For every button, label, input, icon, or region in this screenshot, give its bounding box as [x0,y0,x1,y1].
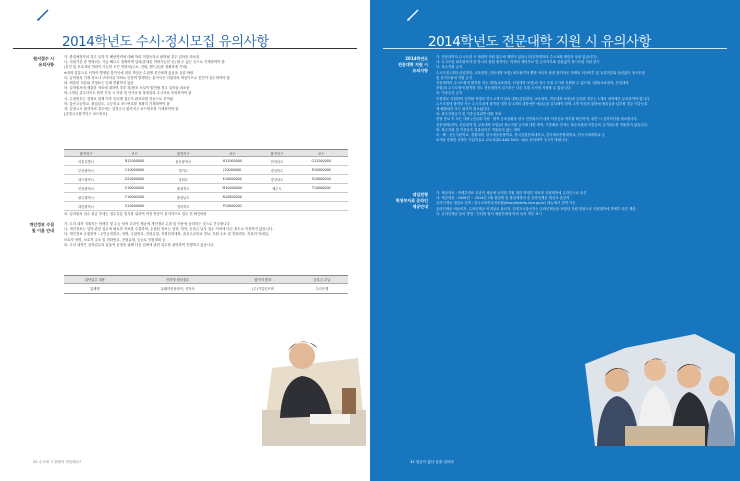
section-label-online-records: 대입전형 학생부자료 온라인 제공안내 [395,192,428,209]
section-label-privacy: 개인정보 수집 및 이용 안내 [29,222,54,233]
line: 보호자 성명, 보호자 주소 및 전화번호, 전형유형, 등등로 인원계획 등 [64,237,166,242]
table-cell: P10000000 [205,202,259,211]
table-cell: 우리은행 [296,284,348,294]
table-row [64,193,348,202]
line: 전문대학(대학, 산업대학 및 교육대학 포함)과 복수지원 금지에 대한 대학, 가중확보 간에는 복수지원과 이중등록 금지의무를 적용하지 않습니다. [436,122,649,127]
table-row [64,202,348,211]
table-cell: 전라북도 [161,202,205,211]
student-photo [262,318,366,446]
table-cell: D10000000 [108,175,161,184]
region-table-note: 차. 입학원서 접수 취급 후에는 접수부분 법지를 위하여 적정 반증이 불가하므로 접수 전 확인바람 [64,212,207,216]
table-cell: 부산광역시 [64,166,108,175]
line: 가. 제공자료 : 학생부자료 온라인 제공에 동의한 지원 대한 학생부 자료를 지원대학에 온라인으로 송부 [436,191,587,195]
table-cell: F10000000 [108,193,161,202]
line: 바. 1개년 중수사이트 화면 거짓 시 약관 및 단속운을 복장업의 수시자료 작성하여야 함 [64,91,192,96]
line: 다. 개인정보 수집항목 : 주민등록번호, 성명, 수험번호, 전형유형, 지원단과대학, 출신고교학교 정보, 지원 주소 및 전화번호, 지원자 이메일, [64,232,269,237]
line: 사. 수험번호는 전형료 결제 이후 인터넷 접수가 완료되면 자동으로 부여됨 [64,96,174,101]
table-cell: 업체명 [64,284,126,294]
table-row [64,284,348,294]
line: 라. 우리 대학은 입학업무의 효율적 운영을 위해 다음 업체에 관련 업무를 위탁하여 진행하고 있습니다. [64,242,215,247]
table-cell: 인천광역시 [64,184,108,193]
line: 바. 복수지원 및 이중등록 결과관리기 적용되지 않는 대학 [436,127,520,132]
line: [검정고시합격지구 코드번호] [64,112,108,117]
line: (본인 및 보호자의 연락이 가능한 모든 연락처(주소, 전화, 핸드폰)를 정확하게 기재) [64,65,188,70]
table-header: 합격지구 [64,150,108,157]
line: 라. 제출한 서류와 전형료는 일체 반환하지 않음 [64,81,134,86]
section-label-junior-college: 2014학년도 전문대학 지원 시 유의사항 [398,56,428,73]
table-header: 합격지구 [161,150,205,157]
line: 나. 개인정보는 입학 관련 업무에 필요한 자료를 수집하며, 수집된 정보는 입학, 학적, 등록금 납부 업무 이외에 다른 용도로 이용하지 않습니다. [64,227,274,232]
table-header: 코드 [108,150,161,157]
table-cell: T10000000 [294,184,348,193]
table-row [64,175,348,184]
table-cell: 유웨이어플라이, 진학사 [126,284,230,294]
pencil-icon [406,8,420,22]
line: 나. 제공대상 : 2008년 ~ 2014년 2월 졸업생 및 졸업예정자 중 온라인제공 대상교 출신자 [436,196,570,201]
table-cell: J10000000 [205,166,259,175]
line: 온라인제공 대상교 검색 : 한국교육학술정보원(http://stdinfo.nice.go.kr) 메뉴에서 검색 가능 [436,201,576,206]
left-title-rule [13,48,357,49]
table-cell: M10000000 [205,184,259,193]
table-cell [259,193,294,202]
line: 전형 종료 후 모든 대학 (산업대 지원 · 합격 등록상황을 한국 전산화시키 대학 이중등록 여부를 확인하며, 위반 시 입학허가를 취소합니다. [436,117,638,122]
line: 온라인제공 비동의자, 온라인제공 비대상교 출신자, 검정고시출신자는 온라인제공을 포함한 지원 종합으로 지원대학에 학생부 사본 제출 [436,206,636,211]
line: ※전화 불통으로 인하여 발생된 불이익에 대한 책임은 수험생 본인에게 있음을 유념 바람 [64,70,194,75]
table-cell: 경상북도 [259,166,294,175]
table-cell [294,193,348,202]
application-notes-body [64,55,230,117]
table-header: 합격자 발표 [230,276,296,284]
table-cell: E10000000 [108,184,161,193]
online-records-body [436,191,636,217]
privacy-body [64,222,273,248]
right-title-rule [383,48,727,49]
line: 가. 전문대학의 수시모집 시 제대학 지원 횟수에 제한이 없습니다(일반대학의 수시 6회 제한과 상관 없습니다). [436,55,598,59]
table-cell: 울산광역시 [161,157,205,166]
line: 가. 우리 대학 지원자는 학생부 및 수능 성적 온라인 제공에 개인정보 수집 및 이용에 동의하는 것으로 간주합니다. [64,222,231,226]
line: 아. 출신고등학교, 졸업년도, 고등학교 코드번호를 정확히 기재하여야 함 [64,101,170,106]
line: 다. 온라인제공 동의 방법 : 인터넷 원서 제출단계에 따라 동의 여부 표시 [436,211,542,216]
table-cell: Q12000000 [294,157,348,166]
table-cell [259,202,294,211]
line: 수시모집 (대학,산업대학, 교육대학, 전문대학 포함) 최초합격자 뿐만 아니라 충원 합격자도 학생의 의사여부 및 등록여부와 상관없이 정시모집 [436,70,645,75]
line: 다. 복수지원 금지 [436,65,463,70]
line: ※기타 자세한 사항은 사업자유로 교무처(02-480-7001~4)로 문의하여 주시기 바랍니다. [436,138,569,143]
table-cell: 강원도 [161,175,205,184]
pencil-icon [36,8,50,22]
table-cell: (주)기업인포텍 [230,284,296,294]
table-cell: N10000000 [205,193,259,202]
table-cell: G10000000 [108,202,161,211]
table-header: 코드 [205,150,259,157]
table-cell: 충청남도 [161,193,205,202]
table-header: 인터넷 원서접수 [126,276,230,284]
group-photo [585,334,735,446]
table-header: 등록금 수납 [296,276,348,284]
vendor-table [64,275,348,294]
table-cell: B12000000 [108,157,161,166]
right-page-title: 2014학년도 전문대학 지원 시 유의사항 [428,34,652,50]
right-footer: 33 열심이 없다 꿈을 실어라 [410,460,454,464]
table-row [64,157,348,166]
table-cell: 제주도 [259,184,294,193]
section-label-application-notes: 원서접수 시 유의사항 [33,56,54,67]
region-code-table [64,149,348,211]
table-cell: 대구광역시 [64,175,108,184]
table-cell: S10000000 [294,175,348,184]
table-cell: C10000000 [108,166,161,175]
table-cell: 경기도 [161,166,205,175]
table-cell: R10000000 [294,166,348,175]
line: 육 · 해 · 공군사관학교, 경찰대학, 한국예술종합학교, 한국전통문화대학교, 한국체육종합대학교, 한국국제대학교 등 [436,133,605,138]
table-cell: 대전광역시 [64,202,108,211]
junior-college-body [436,55,650,143]
table-cell: K10000000 [205,175,259,184]
line: 가. 졸업예정자의 경우 입학 후 해당학력에 대해 학력 미취득자로 판명될 경우 입학을 취소함 [64,55,200,59]
table-header: 위탁업무 내용 [64,276,126,284]
table-cell: 전라남도 [259,157,294,166]
line: 나. 지원기간 중 연락처는 가급 빠르고 정확하게 입력(휴대폰 연락가능한 곳) 할 수 있는 곳으로 기재하여야 함 [64,60,225,65]
line: 에 해당되어 모든 합격이 취소됩니다. [436,107,491,112]
line: 자. 검정고시 합격자의 경우에는 검정고시 합격지구 코드번호를 기재하여야 함 [64,107,179,112]
line: 나. 수시모집 최초합격자 한 하나의 충원 합격자는 학생의 예비후보 및 등록여부와 상관없이 정시모집 지원 불가 [436,60,600,65]
table-row [64,166,348,175]
line: 포함)의 수시모집에 합격한 자도 전문대학의 실시하는 다른 모집 시기에 지원할 수 없습니다. [436,86,572,91]
table-cell: 충청북도 [161,184,205,193]
line: 및 추가모집에 지원 금지 [436,75,472,80]
table-header: 합격지구 [259,150,294,157]
table-cell: 경상남도 [259,175,294,184]
table-cell: 광주광역시 [64,193,108,202]
table-header: 코드 [294,150,348,157]
table-cell: 서울특별시 [64,157,108,166]
line: 마. 입학원서에 제출한 자료에 대하여 추후 허/변조 사실이 발견될 경우 입학을 취소함 [64,86,190,91]
table-row [64,184,348,193]
line: 수시모집에 합격한 자는 수시모집에 합격한 대학 중 1개의 대학에만 예치금을 납부해야 하며, 2개 이상의 대학에 예치금을 납부할 경우 이중등록 [436,101,648,106]
left-page-title: 2014학년도 수시·정시모집 유의사항 [62,34,269,50]
line: 전문대학의 수시모집에 합격한 자는 대학(교육대학, 산업대학 포함)의 정시 모집 시기에 지원할 수 없으며, 대학(교육대학, 산업대학 [436,81,629,86]
left-footer: 32 수시에 도전해야 세넘해요? [33,460,82,464]
line: 다. 입학원서 기재 착오나 구비서류 미비로 인하여 발생하는 불이익은 지원자의 책임이므로 본인이 검수하여야 함 [64,75,230,80]
table-cell [294,202,348,211]
line: 모집별로 지원하여 입학할 학생의 경우 2개 이상의 대학(산업대학, 교육대학, 전문대학 포함)에 등록한 경우는 1개의 대학에만 등록하여야 합니다. [436,96,651,101]
table-cell: H12000000 [205,157,259,166]
line: 라. 이중등록 금지 [436,91,463,96]
line: 마. 복수지원금지 및 이중등록위반 대한 조치 [436,112,502,117]
